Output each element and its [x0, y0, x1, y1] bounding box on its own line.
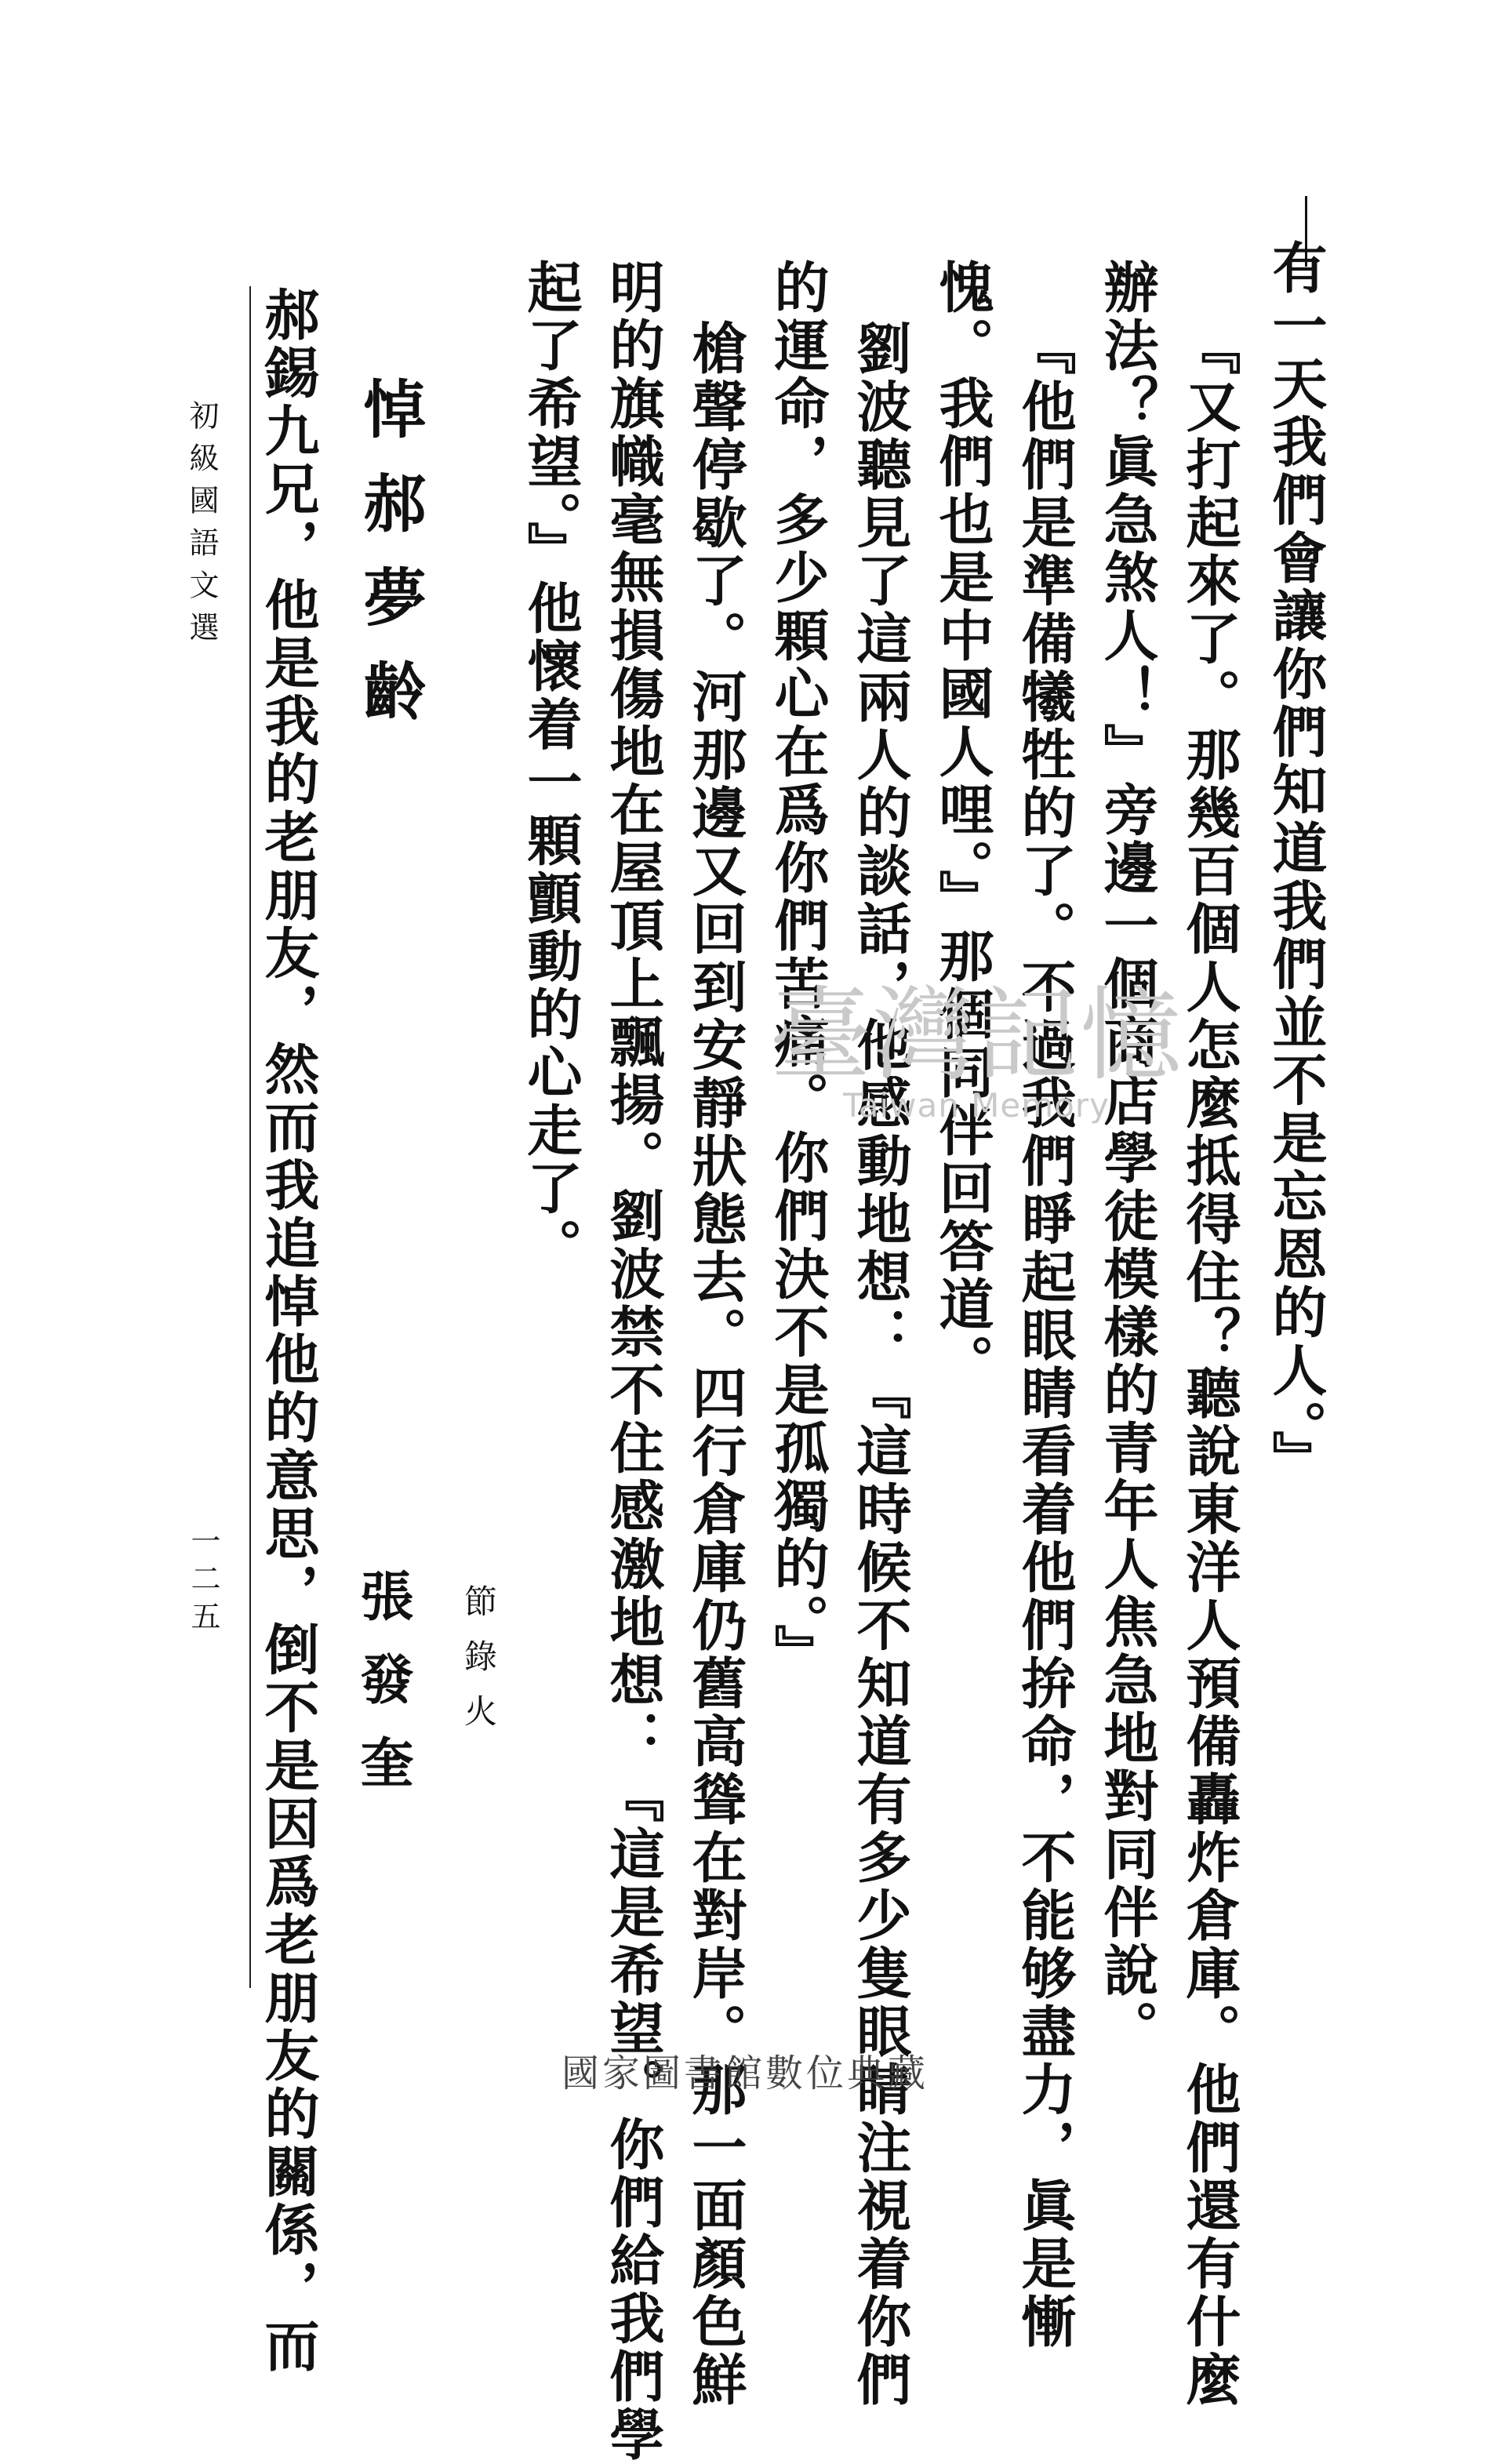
- source-note: 節錄火: [460, 1584, 498, 1749]
- text-column-4: 『他們是準備犧牲的了。不過我們睜起眼睛看着他們拚命，不能够盡力，眞是慚: [1012, 320, 1078, 2351]
- page-number: 一二五: [186, 1525, 220, 1638]
- text-column-3: 辦法？眞急煞人！』旁邊一個商店學徒模樣的青年人焦急地對同伴說。: [1095, 259, 1160, 2058]
- footer-caption: 國家圖書館數位典藏: [561, 2052, 929, 2095]
- text-column-10: 起了希望。』他懷着一顆顫動的心走了。: [518, 259, 583, 1276]
- running-header: 初級國語文選: [184, 400, 219, 654]
- text-column-9: 明的旗幟毫無損傷地在屋頂上飄揚。劉波禁不住感激地想：『這是希望。你們給我們學: [601, 259, 666, 2464]
- watermark-text: 臺灣記憶: [769, 976, 1183, 1095]
- watermark-logo: [733, 976, 1219, 1219]
- article-title: 悼郝夢齡: [353, 376, 427, 753]
- article-author: 張發奎: [351, 1568, 414, 1818]
- text-column-7: 的運命，多少顆心在爲你們苦痛。你們決不是孤獨的。』: [765, 259, 830, 1682]
- text-column-2: 『又打起來了。那幾百個人怎麼抵得住？聽說東洋人預備轟炸倉庫。他們還有什麼: [1177, 320, 1242, 2409]
- text-column-8: 槍聲停歇了。河那邊又回到安靜狀態去。四行倉庫仍舊高聳在對岸。那一面顏色鮮: [683, 320, 748, 2409]
- watermark-subtext: Taiwan Memory: [843, 1086, 1110, 1125]
- text-column-6: 劉波聽見了這兩人的談話，他感動地想：『這時候不知道有多少隻眼睛注視着你們: [848, 320, 913, 2409]
- text-column-11: 郝錫九兄，他是我的老朋友，然而我追悼他的意思，倒不是因爲老朋友的關係，而: [256, 286, 321, 2375]
- text-column-5: 愧。我們也是中國人哩。』那個同伴回答道。: [930, 259, 995, 1392]
- left-margin-rule: [249, 286, 251, 1988]
- text-column-1: 有一天我們會讓你們知道我們並不是忘恩的人。』: [1263, 239, 1328, 1488]
